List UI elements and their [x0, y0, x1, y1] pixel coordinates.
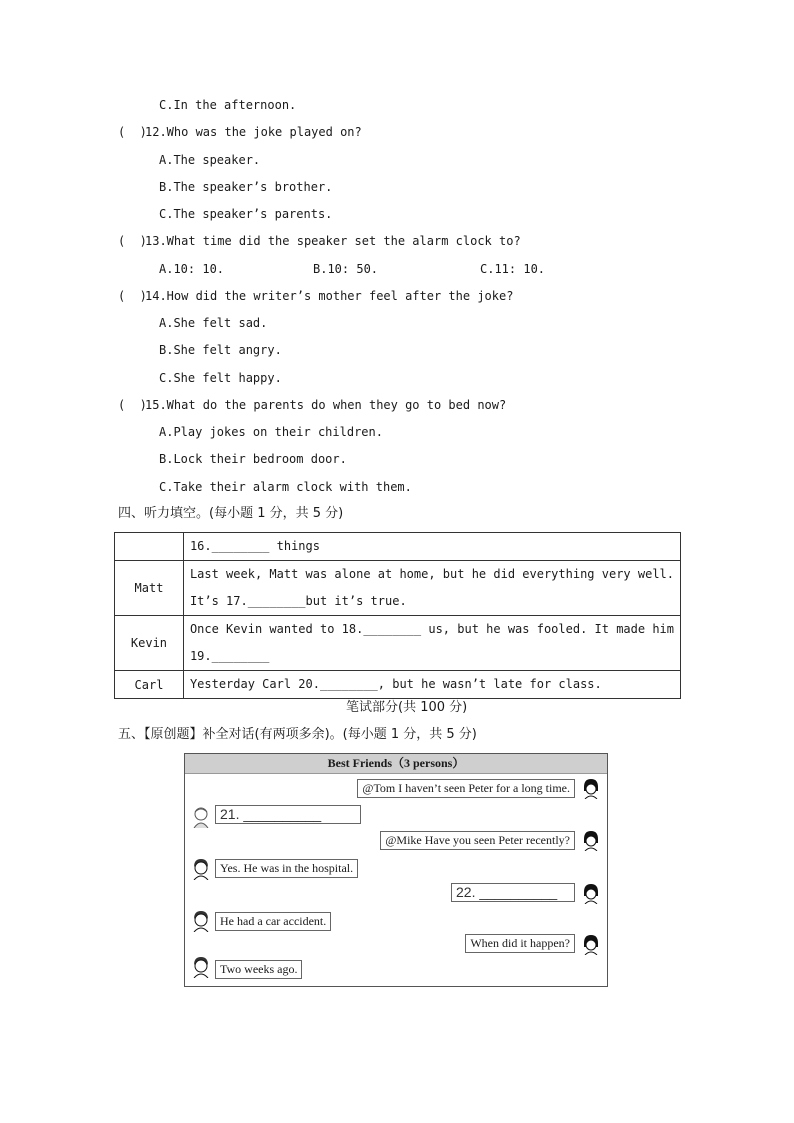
- q15-option-a: A.Play jokes on their children.: [159, 425, 383, 439]
- chat-window: [184, 753, 608, 987]
- q14-stem: 14.How did the writer’s mother feel after the joke?: [145, 289, 514, 303]
- chat-blank-22[interactable]: 22. __________: [451, 883, 575, 902]
- row-kevin-line2: 19.________: [189, 649, 270, 663]
- table-row: [115, 616, 681, 671]
- table-cell-content[interactable]: [183, 671, 680, 699]
- q14-option-b: B.She felt angry.: [159, 343, 282, 357]
- chat-message-left: Two weeks ago.: [215, 960, 302, 979]
- q12-stem: 12.Who was the joke played on?: [145, 125, 362, 139]
- chat-message-right: @Tom I haven’t seen Peter for a long time.: [357, 779, 575, 798]
- listening-fill-table: [114, 532, 681, 699]
- girl-avatar-icon: [581, 777, 601, 799]
- boy-avatar-icon: [191, 910, 211, 932]
- section5-title: 五、【原创题】补全对话(有两项多余)。(每小题 1 分，共 5 分): [118, 727, 477, 742]
- boy-avatar-icon: [191, 858, 211, 880]
- table-cell-content[interactable]: [183, 533, 680, 561]
- chat-message-left: He had a car accident.: [215, 912, 331, 931]
- chat-message-left: Yes. He was in the hospital.: [215, 859, 358, 878]
- written-part-heading: 笔试部分(共 100 分): [346, 700, 468, 715]
- table-cell-content[interactable]: [183, 616, 680, 671]
- q15-answer-bracket[interactable]: ( ): [118, 398, 147, 412]
- boy-avatar-icon: [191, 956, 211, 978]
- section4-title: 四、听力填空。(每小题 1 分，共 5 分): [118, 506, 344, 521]
- q13-option-a: A.10: 10.: [159, 262, 225, 276]
- row-matt-line2: It’s 17.________but it’s true.: [189, 594, 407, 608]
- boy-avatar-icon: [191, 806, 211, 828]
- table-cell-name: Matt: [115, 561, 184, 616]
- q12-option-b: B.The speaker’s brother.: [159, 180, 333, 194]
- chat-title: Best Friends（3 persons）: [185, 754, 607, 774]
- q12-option-c: C.The speaker’s parents.: [159, 207, 333, 221]
- table-row: [115, 561, 681, 616]
- q15-stem: 15.What do the parents do when they go to bed now?: [145, 398, 507, 412]
- q12-answer-bracket[interactable]: ( ): [118, 125, 147, 139]
- table-cell-name: Kevin: [115, 616, 184, 671]
- row-matt-line1: Last week, Matt was alone at home, but he did everything very well.: [189, 567, 674, 581]
- chat-message-right: @Mike Have you seen Peter recently?: [380, 831, 575, 850]
- q14-option-a: A.She felt sad.: [159, 316, 268, 330]
- q13-option-b: B.10: 50.: [313, 262, 379, 276]
- q13-option-c: C.11: 10.: [480, 262, 546, 276]
- q13-answer-bracket[interactable]: ( ): [118, 234, 147, 248]
- q11-option-c: C.In the afternoon.: [159, 98, 297, 112]
- chat-message-right: When did it happen?: [465, 934, 575, 953]
- q14-answer-bracket[interactable]: ( ): [118, 289, 147, 303]
- girl-avatar-icon: [581, 933, 601, 955]
- table-row: [115, 671, 681, 699]
- table-row: [115, 533, 681, 561]
- q14-option-c: C.She felt happy.: [159, 371, 282, 385]
- q15-option-c: C.Take their alarm clock with them.: [159, 480, 412, 494]
- girl-avatar-icon: [581, 829, 601, 851]
- q12-option-a: A.The speaker.: [159, 153, 261, 167]
- q13-stem: 13.What time did the speaker set the alarm clock to?: [145, 234, 521, 248]
- row-kevin-line1: Once Kevin wanted to 18.________ us, but he was fooled. It made him: [189, 622, 674, 636]
- chat-blank-21[interactable]: 21. __________: [215, 805, 361, 824]
- row-carl-text: Yesterday Carl 20.________, but he wasn’t late for class.: [189, 677, 602, 691]
- table-cell-content[interactable]: [183, 561, 680, 616]
- table-cell-name: [115, 533, 184, 561]
- girl-avatar-icon: [581, 882, 601, 904]
- q15-option-b: B.Lock their bedroom door.: [159, 452, 347, 466]
- table-cell-name: Carl: [115, 671, 184, 699]
- row16-text: 16.________ things: [189, 539, 320, 553]
